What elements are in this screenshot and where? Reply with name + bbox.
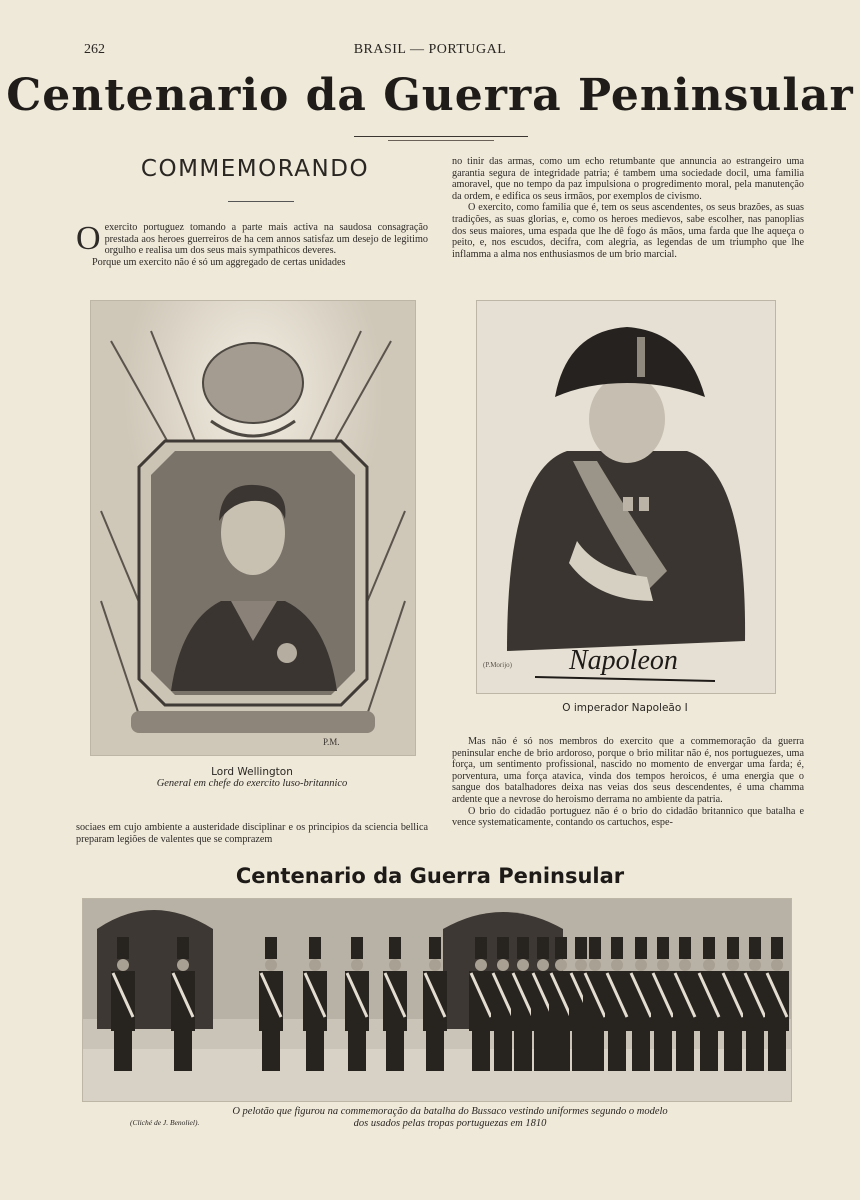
- face: [589, 375, 665, 463]
- wellington-portrait: [90, 300, 416, 756]
- caption-line: O pelotão que figurou na commemoração da batalha do Bussaco vestindo uniformes segundo o modelo: [232, 1106, 668, 1117]
- running-title: BRASIL — PORTUGAL: [353, 42, 507, 57]
- article-column-left-top: [76, 222, 428, 268]
- divider-rule: [354, 136, 528, 137]
- napoleon-portrait: [476, 300, 776, 694]
- dropcap-letter: O: [76, 220, 101, 257]
- section-rule: [228, 201, 294, 202]
- article-paragraph: sociaes em cujo ambiente a austeridade disciplinar e os principios da sciencia bellica preparam legiões de valentes que se comprazem: [76, 822, 428, 845]
- article-paragraph: O exercito, como familia que é, tem os seus ascendentes, os seus brazões, as suas tradições, as suas glorias, e, como os heroes medievos, sabe escolher, nas panoplias dos seus maiores, uma espada que lhe dê fogo ás mãos, uma farda que lhe aqueça o peito, e, nos escudos, decifra, com alegria, as legendas de um triumpho que lhe inflamma a alma nos enthusiasmos de um brio marcial.: [452, 202, 804, 260]
- platoon-photo: [82, 898, 792, 1102]
- section-title: COMMEMORANDO: [140, 156, 370, 182]
- napoleon-signature: Napoleon: [569, 645, 678, 676]
- engraver-signature: (P.Morijo): [483, 661, 512, 669]
- article-column-left-bottom: [76, 822, 428, 845]
- divider-rule: [388, 140, 494, 141]
- article-paragraph: O brio do cidadão portuguez não é o brio do cidadão britannico que batalha e vence systematicamente, contando os cartuchos, espe-: [452, 805, 804, 829]
- wellington-engraving: [91, 301, 415, 755]
- page-number: 262: [84, 42, 105, 57]
- article-column-right-top: [452, 156, 804, 260]
- photo-headline: Centenario da Guerra Peninsular: [235, 864, 625, 888]
- article-paragraph: Porque um exercito não é só um aggregado de certas unidades: [92, 256, 346, 268]
- article-paragraph: exercito portuguez tomando a parte mais activa na saudosa consagração prestada aos heroes guerreiros de ha cem annos satisfaz um desejo de legitimo orgulho e realisa um dos seus mais sympathicos deveres.: [104, 222, 428, 257]
- napoleon-caption: [476, 702, 774, 714]
- article-paragraph: Mas não é só nos membros do exercito que a commemoração da guerra peninsular enche de brio ardoroso, porque o brio militar não é, nos portuguezes, uma força, um sentimento profissional, nascido no momento de envergar uma farda; é, porventura, uma força atavica, vinda dos tempos heroicos, é uma energia que o sangue dos batalhadores deixa nas veias dos seus descendentes, é uma chamma ardente que a nevrose do heroismo derrama no ambiente da patria.: [452, 736, 804, 805]
- engraver-signature: P.M.: [323, 737, 340, 747]
- napoleon-engraving: [477, 301, 775, 693]
- caption-line: dos usados pelas tropas portuguezas em 1810: [353, 1118, 547, 1129]
- photo-caption: [120, 1106, 780, 1130]
- caption-title: O imperador Napoleão I: [562, 702, 688, 714]
- caption-title: Lord Wellington: [211, 766, 293, 778]
- helmet-crest: [203, 343, 303, 423]
- article-paragraph: no tinir das armas, como um echo retumbante que annuncia ao estrangeiro uma garantia segura de integridade patria; é tambem uma sociedade docil, uma familia amoravel, que no tempo da paz impulsiona o progredimento moral, pela manutenção da ordem, e edifica os seus irmãos, por exemplos de civismo.: [452, 156, 804, 202]
- medal-star: [277, 643, 297, 663]
- caption-subtitle: General em chefe do exercito luso-britannico: [156, 778, 348, 789]
- platoon-photograph: [83, 899, 791, 1101]
- article-column-right-bottom: [452, 736, 804, 829]
- photo-credit: (Cliché de J. Benoliel).: [130, 1118, 200, 1127]
- wellington-caption: [90, 766, 414, 789]
- page-headline: Centenario da Guerra Peninsular: [6, 70, 854, 121]
